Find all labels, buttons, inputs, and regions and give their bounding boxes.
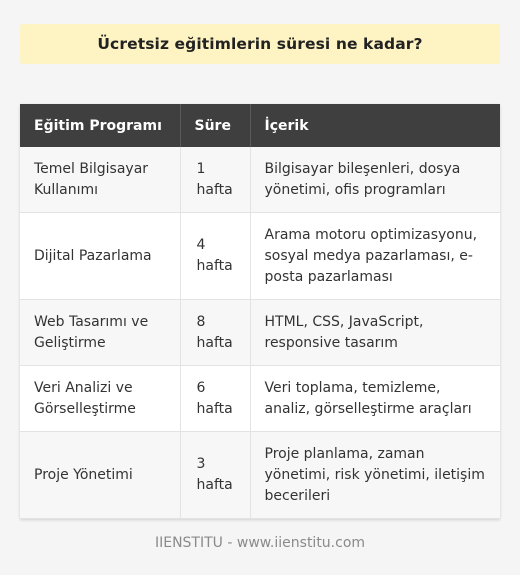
- column-header-content: İçerik: [250, 104, 500, 147]
- table-row: [20, 366, 500, 432]
- program-cell: Proje Yönetimi: [20, 432, 180, 519]
- footer-credit: IIENSTITU - www.iienstitu.com: [154, 535, 366, 551]
- content-cell: Bilgisayar bileşenleri, dosya yönetimi, ofis programları: [250, 147, 500, 213]
- content-cell: HTML, CSS, JavaScript, responsive tasarım: [250, 300, 500, 366]
- table-row: [20, 432, 500, 519]
- content-cell: Arama motoru optimizasyonu, sosyal medya pazarlaması, e-posta pazarlaması: [250, 213, 500, 300]
- table-row: [20, 300, 500, 366]
- column-header-program: Eğitim Programı: [20, 104, 180, 147]
- table-row: [20, 147, 500, 213]
- table-row: [20, 213, 500, 300]
- duration-cell: 8 hafta: [180, 300, 250, 366]
- program-cell: Web Tasarımı ve Geliştirme: [20, 300, 180, 366]
- column-header-duration: Süre: [180, 104, 250, 147]
- content-cell: Proje planlama, zaman yönetimi, risk yönetimi, iletişim becerileri: [250, 432, 500, 519]
- duration-cell: 6 hafta: [180, 366, 250, 432]
- duration-cell: 4 hafta: [180, 213, 250, 300]
- programs-table: [20, 104, 500, 519]
- page-title: Ücretsiz eğitimlerin süresi ne kadar?: [97, 35, 423, 53]
- program-cell: Temel Bilgisayar Kullanımı: [20, 147, 180, 213]
- content-cell: Veri toplama, temizleme, analiz, görselleştirme araçları: [250, 366, 500, 432]
- duration-cell: 1 hafta: [180, 147, 250, 213]
- program-cell: Veri Analizi ve Görselleştirme: [20, 366, 180, 432]
- program-cell: Dijital Pazarlama: [20, 213, 180, 300]
- duration-cell: 3 hafta: [180, 432, 250, 519]
- table-header-row: [20, 104, 500, 147]
- title-banner: [20, 24, 500, 64]
